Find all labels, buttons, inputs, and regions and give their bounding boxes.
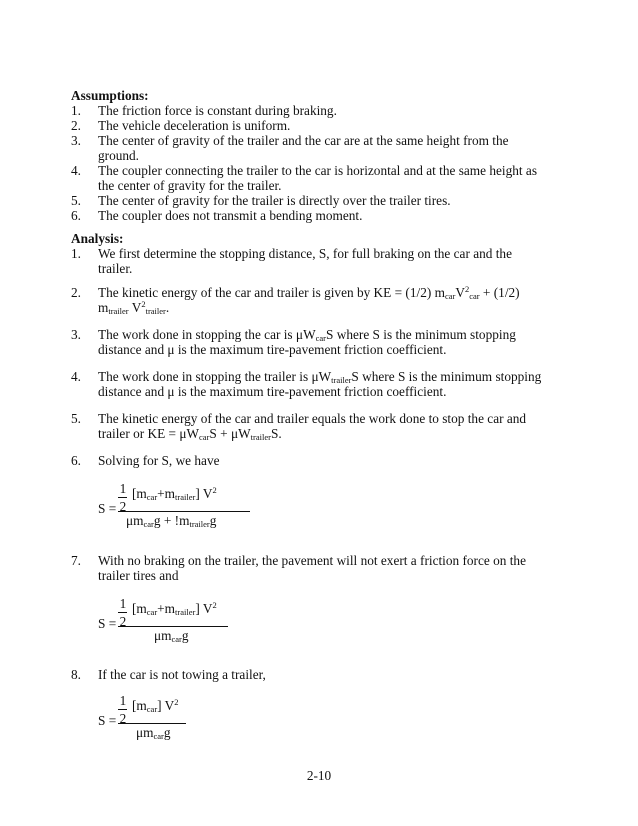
fraction-bar (118, 511, 250, 512)
fraction-bar (118, 723, 186, 724)
analysis-number: 8. (71, 667, 81, 682)
assumption-number: 6. (71, 208, 81, 223)
one-half-fraction (118, 693, 128, 726)
stopping-distance-formula-car-only (98, 691, 218, 751)
half-numerator: 1 (119, 693, 127, 708)
assumption-text-continued: the center of gravity for the trailer. (98, 178, 282, 193)
analysis-text: Solving for S, we have (98, 453, 220, 468)
assumption-text: The vehicle deceleration is uniform. (98, 118, 291, 133)
one-half-fraction (118, 596, 128, 629)
assumption-number: 2. (71, 118, 81, 133)
formula-lhs: S = (98, 501, 117, 516)
assumption-text: The friction force is constant during braking. (98, 103, 337, 118)
analysis-number: 5. (71, 411, 81, 426)
assumption-text-continued: ground. (98, 148, 139, 163)
formula-lhs: S = (98, 713, 117, 728)
half-numerator: 1 (119, 596, 127, 611)
analysis-text: The kinetic energy of the car and trailer equals the work done to stop the car and (98, 411, 527, 426)
formula-numerator: $[m_{car}]$ $V^2$ (132, 697, 179, 714)
one-half-fraction (118, 481, 128, 514)
analysis-number: 6. (71, 453, 81, 468)
analysis-number: 2. (71, 285, 81, 300)
analysis-text-continued: $m_{trailer}$ $V^2_{trailer}$. (98, 299, 170, 316)
analysis-heading: Analysis: (71, 231, 124, 246)
formula-denominator: $\mu m_{car}g$ (154, 628, 189, 644)
analysis-number: 3. (71, 327, 81, 342)
analysis-number: 1. (71, 246, 81, 261)
half-denominator: 2 (119, 614, 127, 629)
analysis-text: If the car is not towing a trailer, (98, 667, 266, 682)
formula-numerator: $[m_{car}+m_{trailer}]$ $V^2$ (132, 485, 217, 502)
analysis-text: With no braking on the trailer, the pavement will not exert a friction force on the (98, 553, 526, 568)
assumptions-heading: Assumptions: (71, 88, 149, 103)
page-number: 2-10 (306, 768, 332, 783)
half-numerator: 1 (119, 481, 127, 496)
formula-denominator: $\mu m_{car}g + !m_{trailer}g$ (126, 513, 217, 529)
half-denominator: 2 (119, 711, 127, 726)
analysis-text: We first determine the stopping distance, S, for full braking on the car and the (98, 246, 512, 261)
analysis-text-continued: trailer tires and (98, 568, 179, 583)
assumption-number: 1. (71, 103, 81, 118)
stopping-distance-formula-full-braking (98, 479, 258, 539)
formula-numerator: $[m_{car}+m_{trailer}]$ $V^2$ (132, 600, 217, 617)
assumption-text: The coupler does not transmit a bending moment. (98, 208, 363, 223)
analysis-text: The kinetic energy of the car and trailer is given by KE = (1/2) $m_{car}V^2_{car} + (1/2)$ (98, 284, 520, 301)
formula-lhs: S = (98, 616, 117, 631)
analysis-number: 7. (71, 553, 81, 568)
analysis-number: 4. (71, 369, 81, 384)
analysis-text: The work done in stopping the car is $\mu W_{car}S$ where S is the minimum stopping (98, 327, 516, 343)
assumption-text: The center of gravity of the trailer and the car are at the same height from the (98, 133, 509, 148)
assumption-number: 3. (71, 133, 81, 148)
assumption-number: 4. (71, 163, 81, 178)
assumption-text: The center of gravity for the trailer is directly over the trailer tires. (98, 193, 451, 208)
half-denominator: 2 (119, 499, 127, 514)
analysis-text-continued: distance and μ is the maximum tire-pavement friction coefficient. (98, 384, 447, 399)
stopping-distance-formula-no-trailer-braking (98, 594, 258, 654)
fraction-bar (118, 626, 228, 627)
analysis-text-continued: distance and μ is the maximum tire-pavement friction coefficient. (98, 342, 447, 357)
analysis-text-continued: trailer. (98, 261, 133, 276)
assumption-number: 5. (71, 193, 81, 208)
analysis-text: The work done in stopping the trailer is $\mu W_{trailer}S$ where S is the minimum stopping (98, 369, 542, 385)
formula-denominator: $\mu m_{car}g$ (136, 725, 171, 741)
assumption-text: The coupler connecting the trailer to the car is horizontal and at the same height as (98, 163, 537, 178)
analysis-text-continued: trailer or KE = $\mu W_{car}S + \mu W_{trailer}S$. (98, 426, 282, 442)
